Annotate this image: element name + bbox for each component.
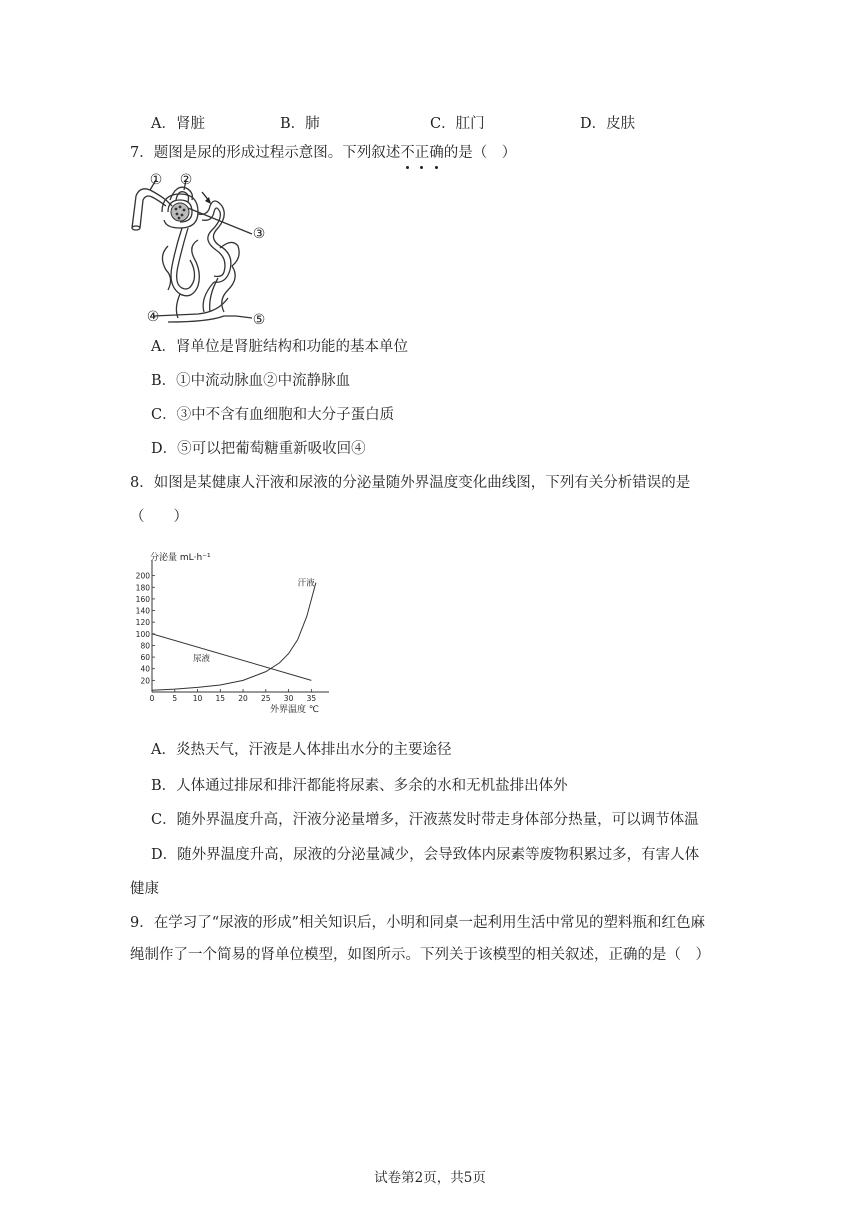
q6-option-a: A．肾脏 bbox=[151, 116, 205, 132]
x-tick-label: 20 bbox=[238, 694, 248, 703]
q8-option-a: A．炎热天气，汗液是人体排出水分的主要途径 bbox=[151, 742, 452, 758]
y-tick-label: 180 bbox=[135, 583, 150, 593]
x-axis-label: 外界温度 ℃ bbox=[270, 705, 319, 715]
label-2: ② bbox=[179, 172, 193, 188]
q6-option-b: B．肺 bbox=[280, 116, 320, 132]
q6-option-c: C．肛门 bbox=[430, 116, 485, 132]
emphasis-char: 正 bbox=[415, 143, 430, 163]
secretion-chart bbox=[135, 546, 340, 718]
label-3: ③ bbox=[252, 226, 266, 242]
q8-option-b: B．人体通过排尿和排汗都能将尿素、多余的水和无机盐排出体外 bbox=[151, 778, 568, 794]
emphasis-char: 不 bbox=[400, 143, 415, 163]
label-1: ① bbox=[149, 172, 163, 188]
y-tick-label: 60 bbox=[140, 653, 150, 663]
q9-stem-line2: 绳制作了一个简易的肾单位模型，如图所示。下列关于该模型的相关叙述，正确的是（ ） bbox=[130, 947, 710, 963]
urine-series-label: 尿液 bbox=[192, 654, 210, 665]
y-tick-label: 20 bbox=[140, 676, 150, 686]
q7-option-d: D．⑤可以把葡萄糖重新吸收回④ bbox=[151, 441, 366, 457]
label-4: ④ bbox=[146, 309, 160, 325]
q8-stem-line1: 8．如图是某健康人汗液和尿液的分泌量随外界温度变化曲线图，下列有关分析错误的是 bbox=[130, 475, 691, 491]
x-tick-label: 30 bbox=[283, 694, 294, 703]
y-axis-label: 分泌量 mL·h⁻¹ bbox=[150, 553, 211, 563]
q8-stem-line2: （ ） bbox=[130, 509, 188, 525]
q6-option-d: D．皮肤 bbox=[580, 116, 636, 132]
sweat-series-label: 汗液 bbox=[297, 578, 315, 589]
q8-option-d: D．随外界温度升高，尿液的分泌量减少，会导致体内尿素等废物积累过多，有害人体 bbox=[151, 847, 700, 863]
q7-stem: 7．题图是尿的形成过程示意图。下列叙述不 正 确 的是（ ） bbox=[130, 143, 516, 163]
x-tick-label: 35 bbox=[306, 694, 317, 703]
x-tick-label: 0 bbox=[149, 694, 155, 703]
q7-option-b: B．①中流动脉血②中流静脉血 bbox=[151, 373, 351, 389]
y-tick-label: 140 bbox=[135, 606, 150, 616]
y-tick-label: 160 bbox=[135, 594, 150, 604]
q9-stem-line1: 9．在学习了“尿液的形成”相关知识后，小明和同桌一起利用生活中常见的塑料瓶和红色麻 bbox=[130, 915, 706, 931]
x-tick-label: 15 bbox=[215, 694, 226, 703]
y-tick-label: 200 bbox=[135, 571, 150, 581]
y-tick-label: 40 bbox=[140, 664, 150, 674]
q7-option-c: C．③中不含有血细胞和大分子蛋白质 bbox=[151, 407, 395, 423]
q7-option-a: A．肾单位是肾脏结构和功能的基本单位 bbox=[151, 339, 408, 355]
y-tick-label: 120 bbox=[135, 618, 150, 628]
q8-option-d-continued: 健康 bbox=[130, 881, 159, 897]
page-footer: 试卷第2页，共5页 bbox=[374, 1170, 486, 1186]
x-tick-label: 25 bbox=[261, 694, 271, 703]
q8-option-c: C．随外界温度升高，汗液分泌量增多，汗液蒸发时带走身体部分热量，可以调节体温 bbox=[151, 812, 699, 828]
x-tick-label: 10 bbox=[192, 694, 203, 703]
label-5: ⑤ bbox=[252, 312, 266, 328]
x-tick-label: 5 bbox=[172, 694, 178, 703]
y-tick-label: 80 bbox=[140, 641, 150, 651]
emphasis-char: 确 bbox=[429, 143, 444, 163]
urine-series-line bbox=[152, 634, 311, 681]
y-tick-label: 100 bbox=[135, 629, 150, 639]
nephron-diagram bbox=[128, 166, 273, 328]
